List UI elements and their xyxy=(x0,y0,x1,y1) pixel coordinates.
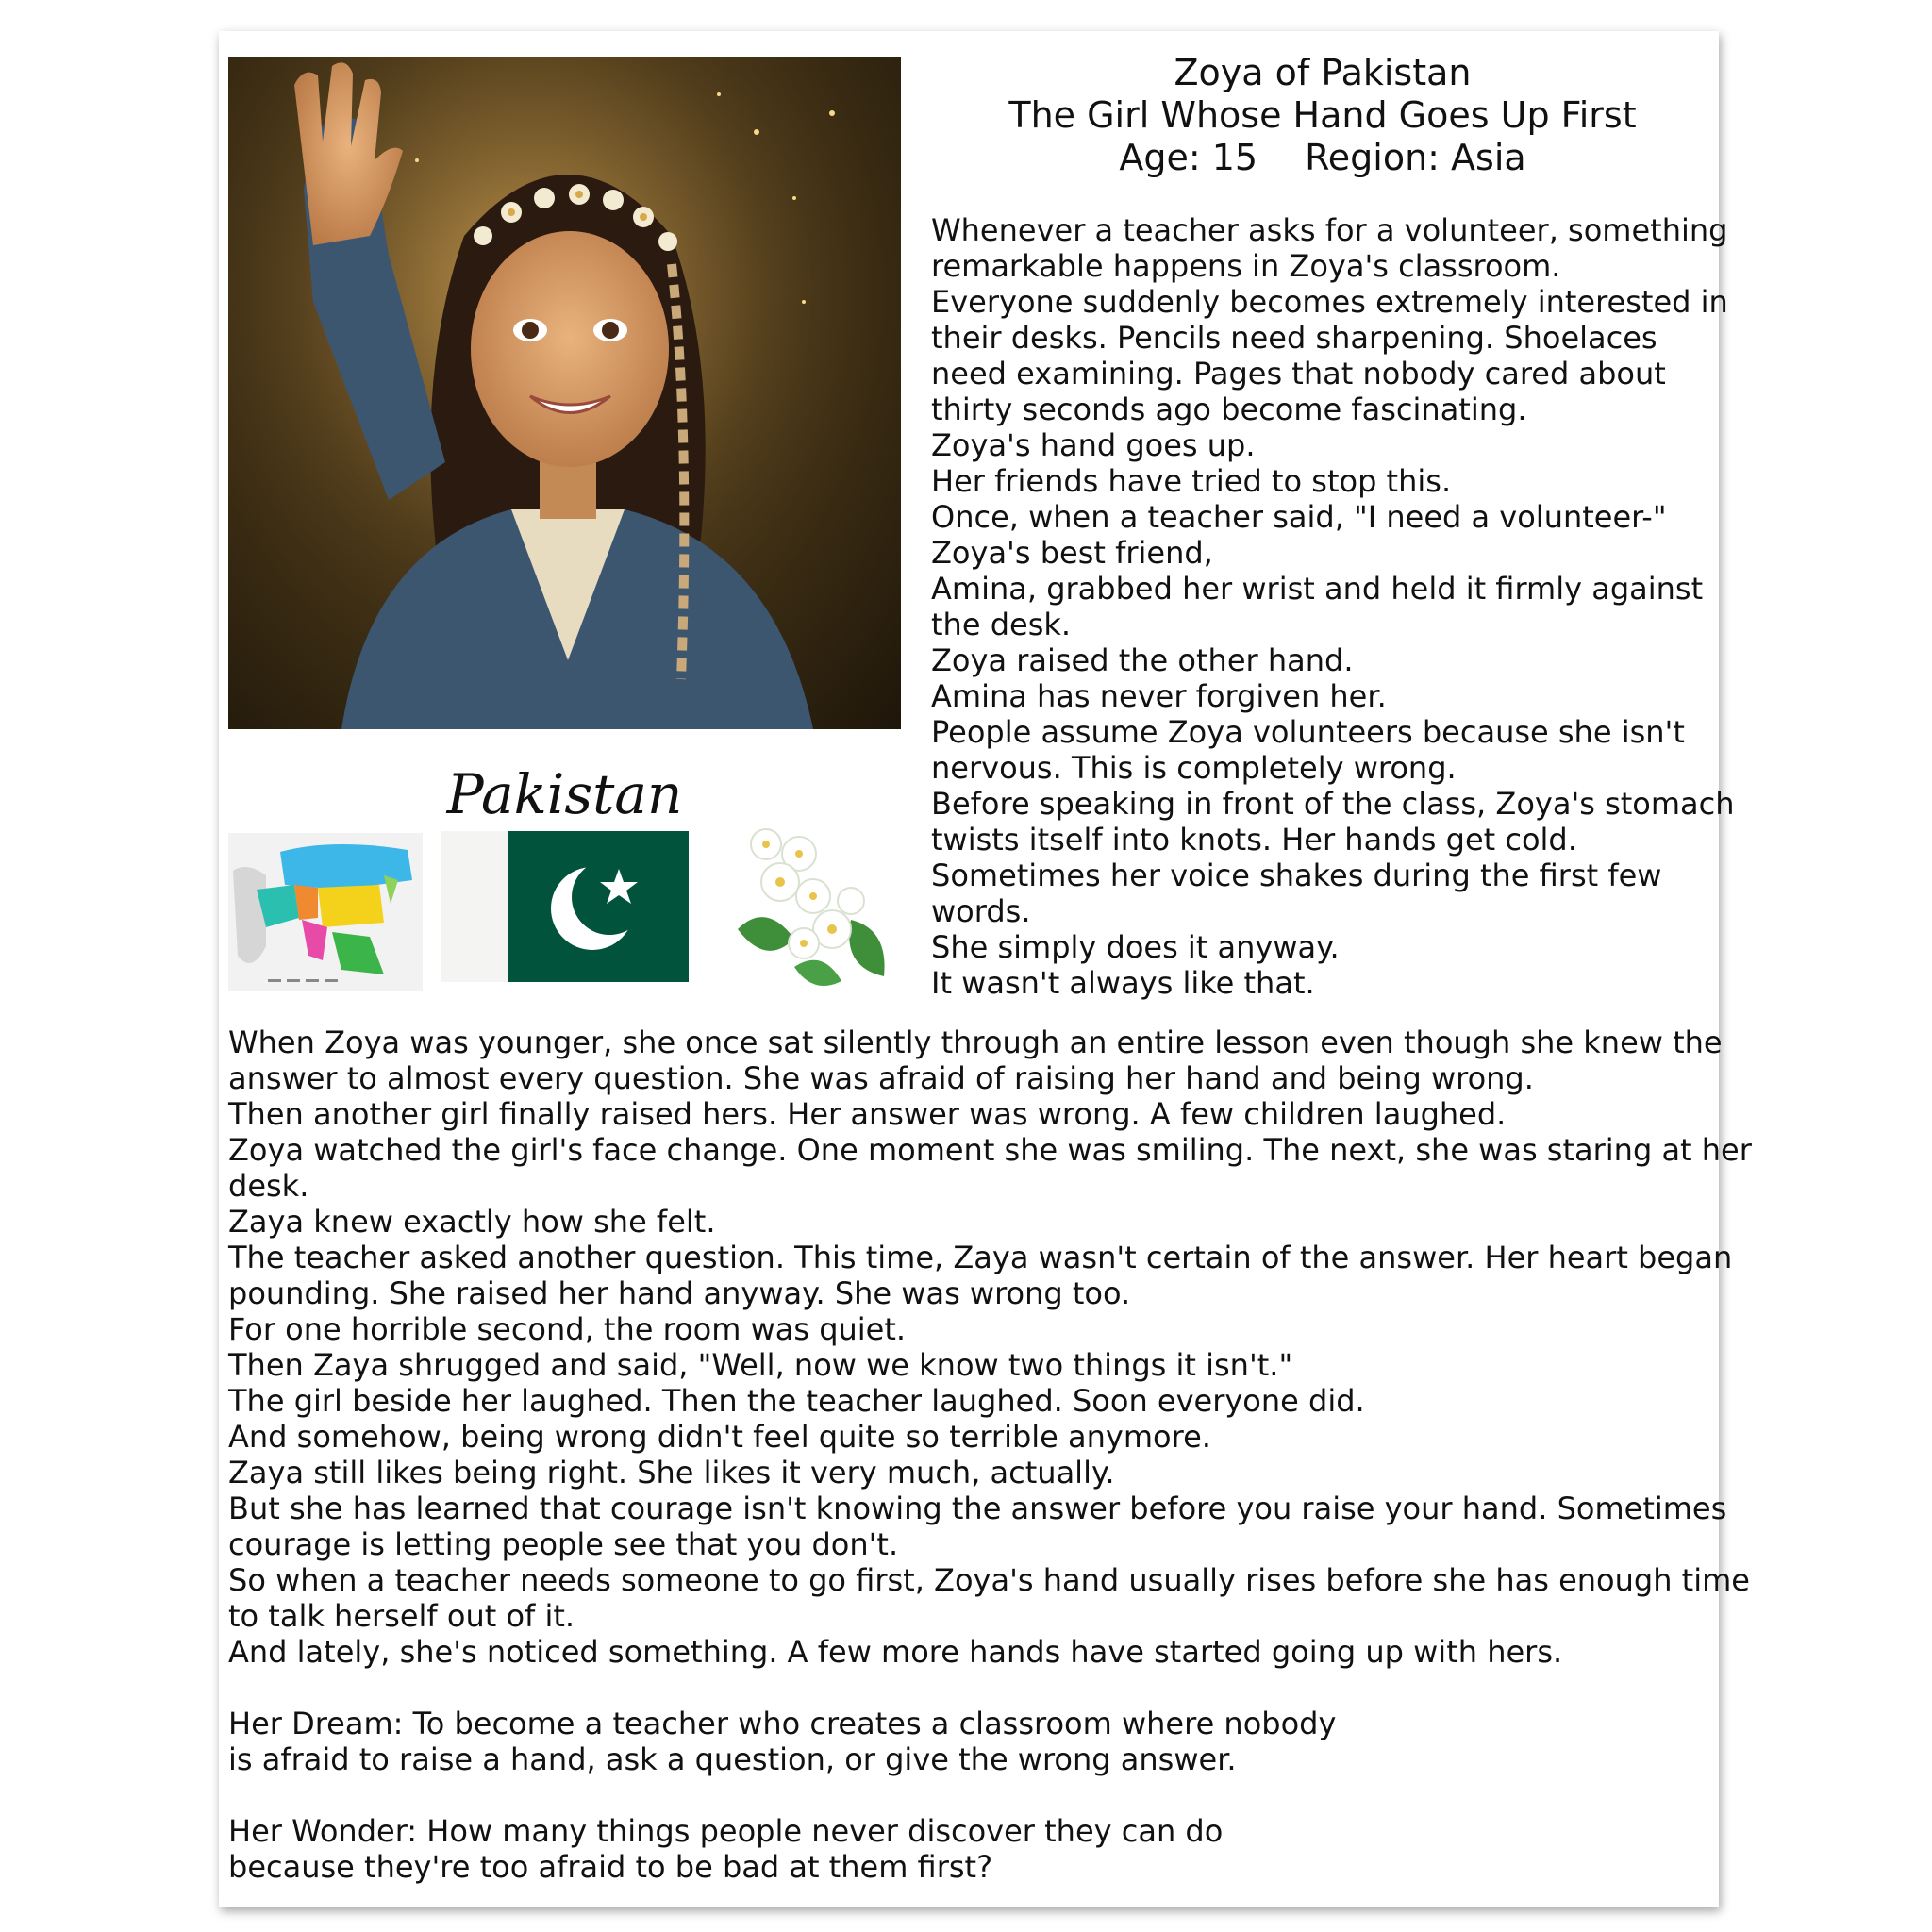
story-line: Amina, grabbed her wrist and held it firmly against xyxy=(931,571,1704,607)
story-line: She simply does it anyway. xyxy=(931,929,1340,965)
profile-subtitle: The Girl Whose Hand Goes Up First xyxy=(1008,94,1637,136)
story-line: desk. xyxy=(228,1168,309,1204)
story-line: Her Wonder: How many things people never discover they can do xyxy=(228,1813,1224,1849)
story-line: The teacher asked another question. This time, Zaya wasn't certain of the answer. Her heart began xyxy=(228,1240,1733,1275)
story-line: Everyone suddenly becomes extremely interested in xyxy=(931,284,1728,320)
story-line: twists itself into knots. Her hands get cold. xyxy=(931,822,1577,858)
region-label: Region: Asia xyxy=(1305,137,1526,178)
story-line: The girl beside her laughed. Then the teacher laughed. Soon everyone did. xyxy=(228,1383,1365,1419)
story-right-column xyxy=(931,212,1735,1001)
story-line: Zoya raised the other hand. xyxy=(931,642,1354,678)
story-line: need examining. Pages that nobody cared about xyxy=(931,356,1666,391)
story-line: Zaya still likes being right. She likes it very much, actually. xyxy=(228,1455,1115,1491)
story-lower-section xyxy=(228,1024,1752,1885)
pakistan-flag-image xyxy=(441,831,689,982)
story-line: And somehow, being wrong didn't feel quite so terrible anymore. xyxy=(228,1419,1211,1455)
story-line: the desk. xyxy=(931,607,1072,642)
story-line: courage is letting people see that you don't. xyxy=(228,1526,899,1562)
story-line: Whenever a teacher asks for a volunteer, something xyxy=(931,212,1728,248)
story-line: So when a teacher needs someone to go first, Zoya's hand usually rises before she has enough time xyxy=(228,1562,1750,1598)
story-line: For one horrible second, the room was quiet. xyxy=(228,1311,907,1347)
story-line: Before speaking in front of the class, Zoya's stomach xyxy=(931,786,1735,822)
story-line: And lately, she's noticed something. A few more hands have started going up with hers. xyxy=(228,1634,1563,1670)
story-line: Amina has never forgiven her. xyxy=(931,678,1387,714)
story-line: their desks. Pencils need sharpening. Shoelaces xyxy=(931,320,1657,356)
story-line: nervous. This is completely wrong. xyxy=(931,750,1457,786)
story-line: Once, when a teacher said, "I need a volunteer-" xyxy=(931,499,1667,535)
document-page xyxy=(219,31,1752,1907)
story-line: Zaya knew exactly how she felt. xyxy=(228,1204,716,1240)
story-line: because they're too afraid to be bad at them first? xyxy=(228,1849,993,1885)
profile-meta xyxy=(936,137,1709,179)
story-line: Zoya's hand goes up. xyxy=(931,427,1256,463)
story-line: remarkable happens in Zoya's classroom. xyxy=(931,248,1561,284)
story-line: pounding. She raised her hand anyway. She was wrong too. xyxy=(228,1275,1131,1311)
paragraph-gap xyxy=(228,1670,1709,1706)
profile-header xyxy=(936,52,1709,179)
jasmine-flower-image xyxy=(709,807,898,995)
portrait-image xyxy=(228,57,901,729)
story-line: People assume Zoya volunteers because she isn't xyxy=(931,714,1685,750)
story-line: Her friends have tried to stop this. xyxy=(931,463,1452,499)
story-line: Then Zaya shrugged and said, "Well, now we know two things it isn't." xyxy=(228,1347,1293,1383)
story-line: is afraid to raise a hand, ask a question, or give the wrong answer. xyxy=(228,1741,1237,1777)
story-line: Zoya's best friend, xyxy=(931,535,1213,571)
story-line: Her Dream: To become a teacher who creates a classroom where nobody xyxy=(228,1706,1337,1741)
story-line: When Zoya was younger, she once sat silently through an entire lesson even though she knew the xyxy=(228,1024,1723,1060)
asia-map-image xyxy=(228,833,423,991)
story-line: It wasn't always like that. xyxy=(931,965,1315,1001)
age-label: Age: 15 xyxy=(1119,137,1258,178)
story-line: answer to almost every question. She was afraid of raising her hand and being wrong. xyxy=(228,1060,1534,1096)
story-line: But she has learned that courage isn't knowing the answer before you raise your hand. Sometimes xyxy=(228,1491,1727,1526)
story-line: Then another girl finally raised hers. Her answer was wrong. A few children laughed. xyxy=(228,1096,1507,1132)
paragraph-gap xyxy=(228,1777,1709,1813)
profile-title: Zoya of Pakistan xyxy=(1174,52,1472,93)
story-line: to talk herself out of it. xyxy=(228,1598,575,1634)
country-label: Pakistan xyxy=(446,762,683,826)
story-line: Sometimes her voice shakes during the first few xyxy=(931,858,1662,893)
story-line: thirty seconds ago become fascinating. xyxy=(931,391,1527,427)
story-line: Zoya watched the girl's face change. One moment she was smiling. The next, she was staring at her xyxy=(228,1132,1752,1168)
story-line: words. xyxy=(931,893,1031,929)
